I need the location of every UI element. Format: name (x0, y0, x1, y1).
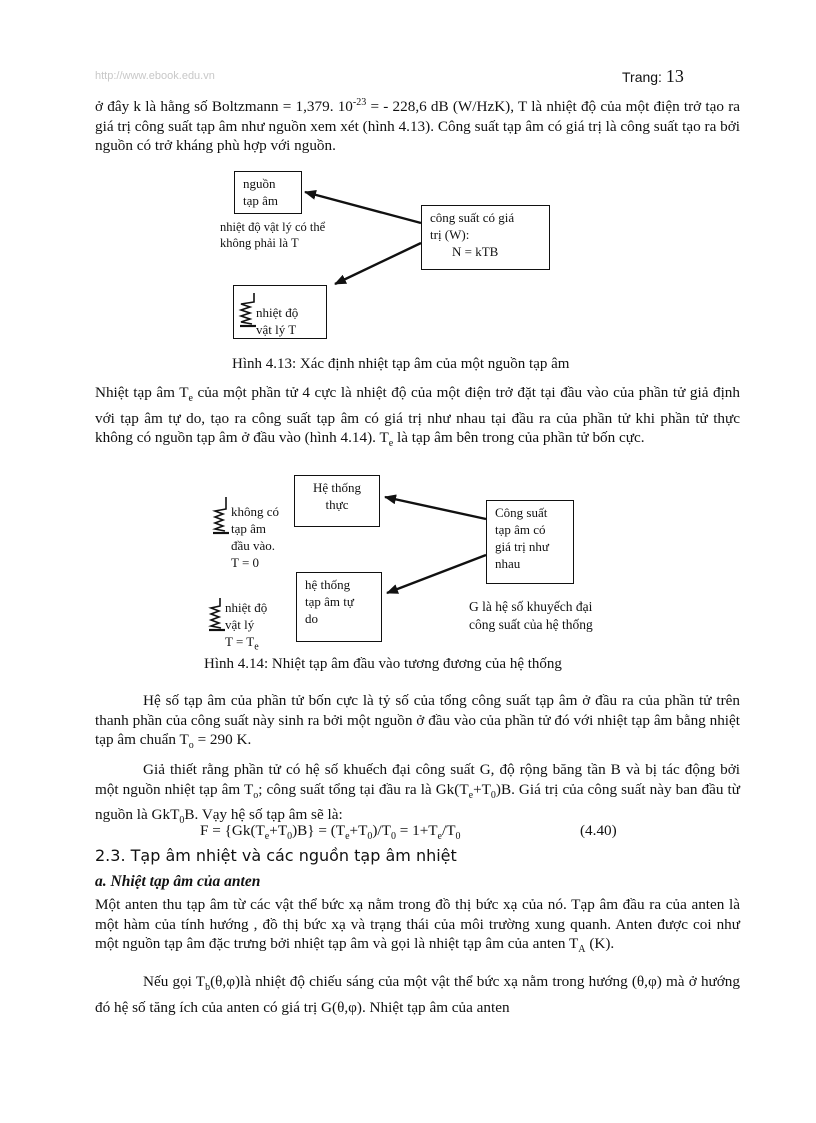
noise-figure-formula: $F = \{Gk(T_e+T_0)B\} = (T_e+T_0)/T_0 = 1+T_e/T_0$ (200, 822, 461, 843)
paragraph-noise-figure: Hệ số tạp âm của phần tử bốn cực là tỷ số của tổng công suất tạp âm ở đầu ra của phần tử trên thanh phần của công suất này sinh ra bởi một nguồn ở đầu vào của phần tử đó với nhiệt tạp âm bằng nhiệt tạp âm chuẩn $T_o = 290$ K. (95, 692, 740, 752)
page-label: Trang: (622, 69, 662, 85)
free-noise-system-box: hệ thống tạp âm tự do (296, 572, 382, 642)
page-number-value: 13 (665, 66, 684, 86)
resistor-symbol-bottom (209, 598, 225, 630)
arrow-to-real-system (385, 497, 486, 519)
physical-temp-note: nhiệt độ vật lý có thể không phải là T (220, 220, 326, 250)
paragraph-assumption: Giả thiết rằng phần tử có hệ số khuếch đại công suất G, độ rộng băng tần B và bị tác động bởi một nguồn nhiệt tạp âm $T_o$; công suất tổng tại đầu ra là $Gk(T_e+T_0)B$. Giá trị của công suất này ban đầu từ nguồn là GkT$_0$B. Vạy hệ số tạp âm sẽ là: (95, 761, 740, 827)
figure-caption-4-13: Hình 4.13: Xác định nhiệt tạp âm của một nguồn tạp âm (232, 356, 570, 372)
power-box: công suất có giá trị (W): N = kTB (421, 205, 550, 270)
arrow-to-noise-source (305, 192, 421, 223)
resistor-symbol (240, 293, 256, 326)
arrow-to-free-system (387, 555, 486, 593)
noise-source-box: nguồn tạp âm (234, 171, 302, 214)
no-noise-input-label: không có tạp âm đầu vào. T = 0 (231, 504, 280, 570)
resistor-box: nhiệt độ vật lý T (233, 285, 327, 339)
arrow-to-resistor (335, 243, 421, 284)
section-heading: 2.3. Tạp âm nhiệt và các nguồn tạp âm nhiệt (95, 846, 457, 865)
paragraph-antenna: Một anten thu tạp âm từ các vật thể bức xạ nằm trong đồ thị bức xạ của nó. Tạp âm đầu ra của anten là một hàm của tính hướng , đồ thị bức xạ và trạng thái của môi trường xung quanh. Anten được coi như một nguồn tạp âm đặc trưng bởi nhiệt tạp âm và gọi là nhiệt tạp âm của anten $T_A$ (K). (95, 896, 740, 956)
gain-note: G là hệ số khuyếch đại công suất của hệ thống (469, 599, 593, 632)
resistor-symbol-top (213, 497, 229, 533)
noise-power-box: Công suất tạp âm có giá trị như nhau (486, 500, 574, 584)
paragraph-noise-temp: Nhiệt tạp âm $T_e$ của một phần tử 4 cực là nhiệt độ của một điện trở đặt tại đầu vào của phần tử giả định với tạp âm tự do, tạo ra công suất tạp âm có giá trị như nhau tại đầu ra của phần tử khi phần tử thực không có nguồn tạp âm ở đầu vào (hình 4.14). $T_e$ là tạp âm bên trong của phần tử bốn cực. (95, 384, 740, 450)
physical-temp-label: nhiệt độ vật lý $T = T_e$ (225, 600, 268, 653)
figure-caption-4-14: Hình 4.14: Nhiệt tạp âm đầu vào tương đương của hệ thống (204, 656, 562, 672)
equation-number: (4.40) (580, 822, 617, 839)
paragraph-boltzmann: ở đây k là hằng số Boltzmann = 1,379. $10^{-23}$ = - 228,6 dB (W/HzK), T là nhiệt độ của một điện trở tạo ra giá trị công suất tạp âm như nguồn xem xét (hình 4.13). Công suất tạp âm có giá trị là công suất tạo ra bởi nguồn có trở kháng phù hợp với nguồn. (95, 97, 740, 155)
paragraph-brightness-temp: Nếu gọi $T_b(\theta,\varphi)là$ nhiệt độ chiếu sáng của một vật thể bức xạ nằm trong hướng (θ,φ) mà ở hướng đó hệ số tăng ích của anten có giá trị G(θ,φ). Nhiệt tạp âm của anten (95, 973, 740, 1016)
subsection-heading: a. Nhiệt tạp âm của anten (95, 873, 261, 890)
real-system-box: Hệ thống thực (294, 475, 380, 527)
source-url[interactable]: http://www.ebook.edu.vn (95, 70, 215, 82)
